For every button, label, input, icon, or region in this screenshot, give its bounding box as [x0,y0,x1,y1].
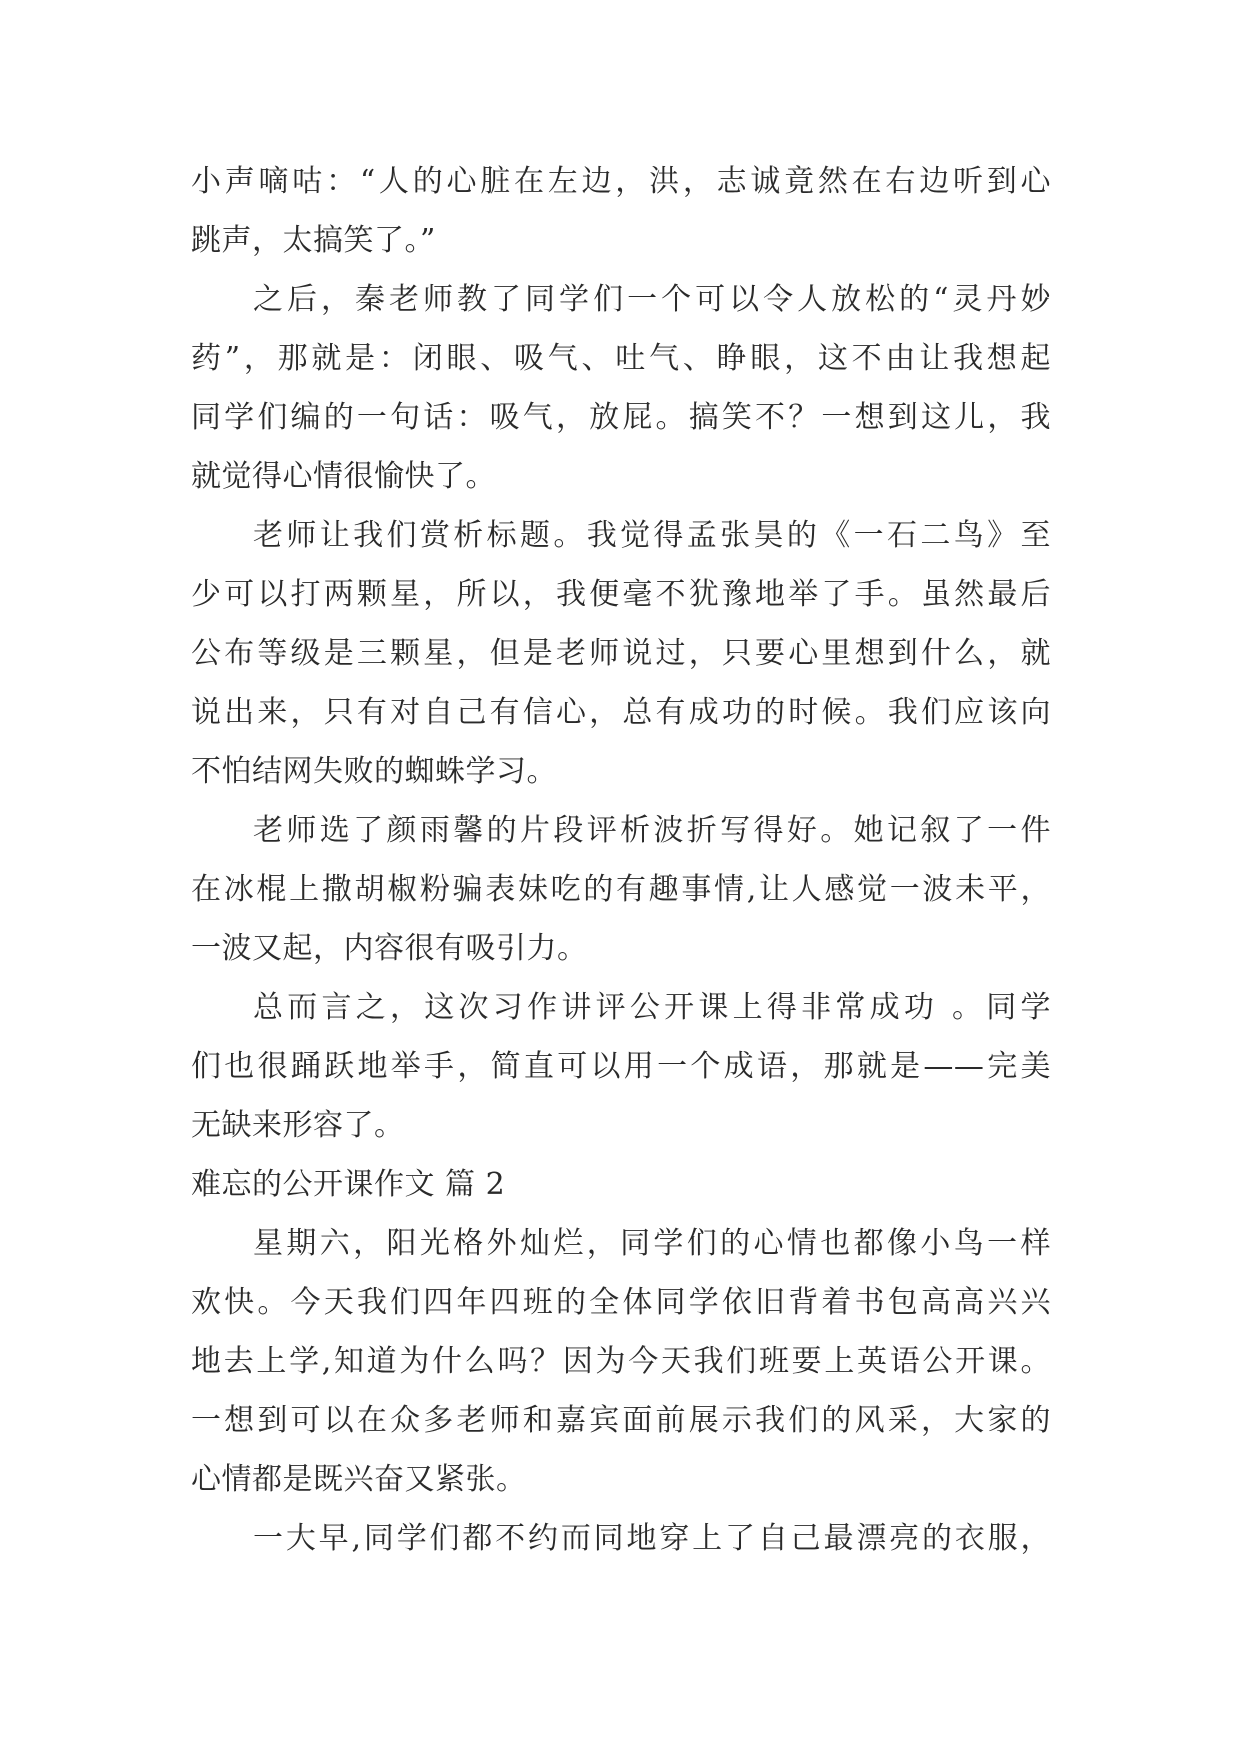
text-line: 欢快。今天我们四年四班的全体同学依旧背着书包高高兴兴 [191,1285,1051,1320]
text-line: 就觉得心情很愉快了。 [191,459,496,494]
text-line: 地去上学,知道为什么吗？因为今天我们班要上英语公开课。 [191,1344,1051,1379]
section-heading: 难忘的公开课作文 篇 2 [191,1167,506,1202]
article-body [191,152,1051,1568]
paragraph-first-line: 老师让我们赏析标题。我觉得孟张昊的《一石二鸟》至 [253,518,1051,553]
paragraph-first-line: 老师选了颜雨馨的片段评析波折写得好。她记叙了一件 [253,813,1051,848]
text-line: 小声嘀咕：“人的心脏在左边，洪，志诚竟然在右边听到心 [191,164,1051,199]
text-line: 心情都是既兴奋又紧张。 [191,1462,527,1497]
text-line: 公布等级是三颗星，但是老师说过，只要心里想到什么，就 [191,636,1051,671]
text-line: 说出来，只有对自己有信心，总有成功的时候。我们应该向 [191,695,1051,730]
text-line: 药”，那就是：闭眼、吸气、吐气、睁眼，这不由让我想起 [191,341,1051,376]
paragraph-first-line: 一大早,同学们都不约而同地穿上了自己最漂亮的衣服， [253,1521,1051,1556]
paragraph-first-line: 总而言之，这次习作讲评公开课上得非常成功 。同学 [253,990,1051,1025]
text-line: 一想到可以在众多老师和嘉宾面前展示我们的风采，大家的 [191,1403,1051,1438]
text-line: 一波又起，内容很有吸引力。 [191,931,588,966]
paragraph-first-line: 星期六，阳光格外灿烂，同学们的心情也都像小鸟一样 [253,1226,1051,1261]
text-line: 不怕结网失败的蜘蛛学习。 [191,754,557,789]
text-line: 跳声，太搞笑了。” [191,223,436,258]
text-line: 少可以打两颗星，所以，我便毫不犹豫地举了手。虽然最后 [191,577,1051,612]
text-line: 同学们编的一句话：吸气，放屁。搞笑不？一想到这儿，我 [191,400,1051,435]
text-line: 无缺来形容了。 [191,1108,405,1143]
paragraph-first-line: 之后，秦老师教了同学们一个可以令人放松的“灵丹妙 [253,282,1051,317]
text-line: 们也很踊跃地举手，简直可以用一个成语，那就是——完美 [191,1049,1051,1084]
text-line: 在冰棍上撒胡椒粉骗表妹吃的有趣事情,让人感觉一波未平， [191,872,1051,907]
